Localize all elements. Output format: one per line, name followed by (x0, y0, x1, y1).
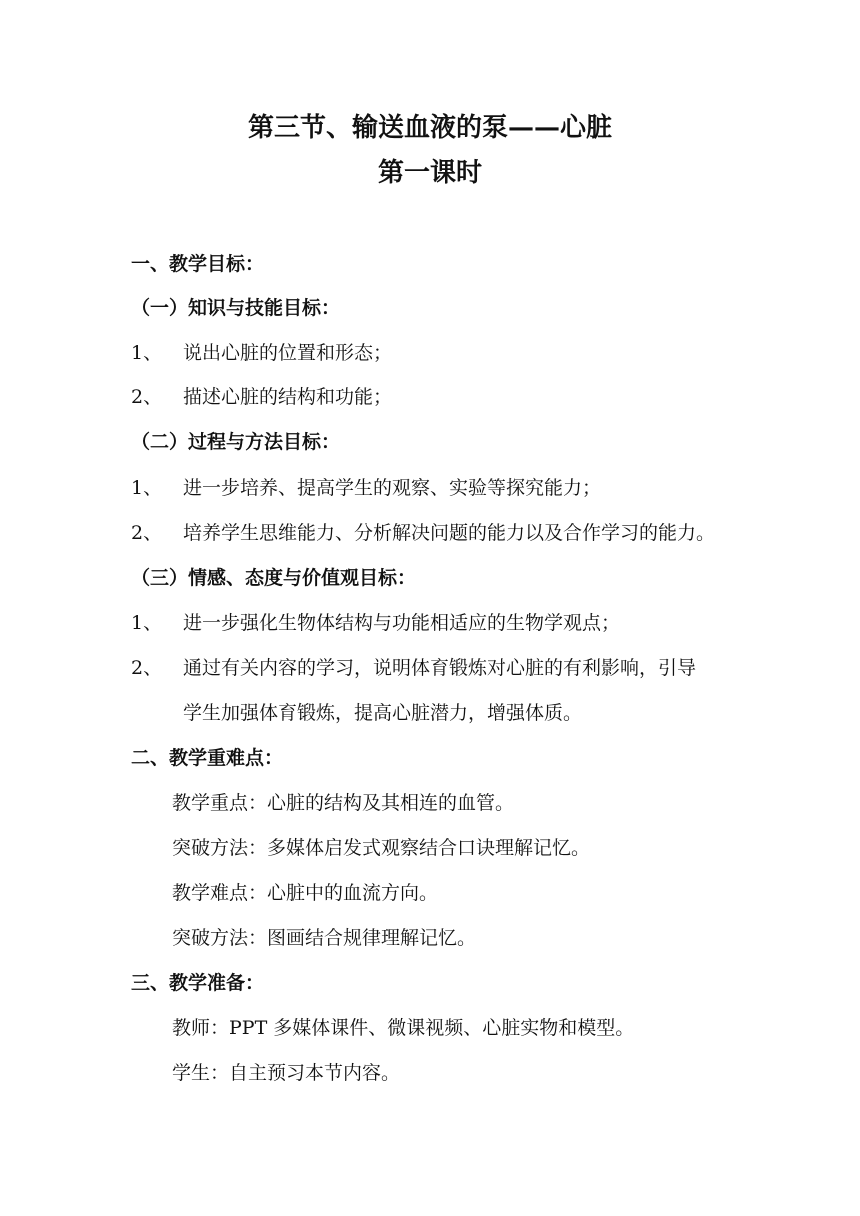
section-heading-teaching-objectives: 一、教学目标： (131, 253, 265, 275)
list-item-number: 2、 (131, 386, 163, 408)
paragraph-line: 突破方法：图画结合规律理解记忆。 (172, 927, 477, 949)
section-heading-key-difficult-points: 二、教学重难点： (131, 747, 284, 769)
list-item-text: 进一步培养、提高学生的观察、实验等探究能力； (183, 477, 602, 499)
list-item-number: 1、 (131, 342, 163, 364)
list-item-number: 2、 (131, 522, 163, 544)
list-item-text: 培养学生思维能力、分析解决问题的能力以及合作学习的能力。 (183, 522, 716, 544)
section-heading-teaching-preparation: 三、教学准备： (131, 972, 265, 994)
list-item-number: 2、 (131, 657, 163, 679)
list-item-number: 1、 (131, 477, 163, 499)
paragraph-line: 教师：PPT 多媒体课件、微课视频、心脏实物和模型。 (172, 1017, 635, 1039)
paragraph-line: 学生：自主预习本节内容。 (172, 1062, 401, 1084)
list-item-text: 描述心脏的结构和功能； (183, 386, 393, 408)
paragraph-line: 教学难点：心脏中的血流方向。 (172, 882, 439, 904)
list-item-text: 进一步强化生物体结构与功能相适应的生物学观点； (183, 612, 621, 634)
subsection-heading-process-methods: （二）过程与方法目标： (131, 431, 341, 453)
paragraph-line: 教学重点：心脏的结构及其相连的血管。 (172, 792, 515, 814)
list-item-text-continuation: 学生加强体育锻炼，提高心脏潜力，增强体质。 (183, 702, 583, 724)
document-title: 第三节、输送血液的泵——心脏 (247, 113, 612, 143)
list-item-number: 1、 (131, 612, 163, 634)
paragraph-line: 突破方法：多媒体启发式观察结合口诀理解记忆。 (172, 837, 591, 859)
subsection-heading-knowledge-skills: （一）知识与技能目标： (131, 297, 341, 319)
lesson-period-title: 第一课时 (377, 158, 482, 188)
subsection-heading-emotion-attitude-values: （三）情感、态度与价值观目标： (131, 567, 417, 589)
list-item-text: 通过有关内容的学习，说明体育锻炼对心脏的有利影响，引导 (183, 657, 697, 679)
list-item-text: 说出心脏的位置和形态； (183, 342, 393, 364)
